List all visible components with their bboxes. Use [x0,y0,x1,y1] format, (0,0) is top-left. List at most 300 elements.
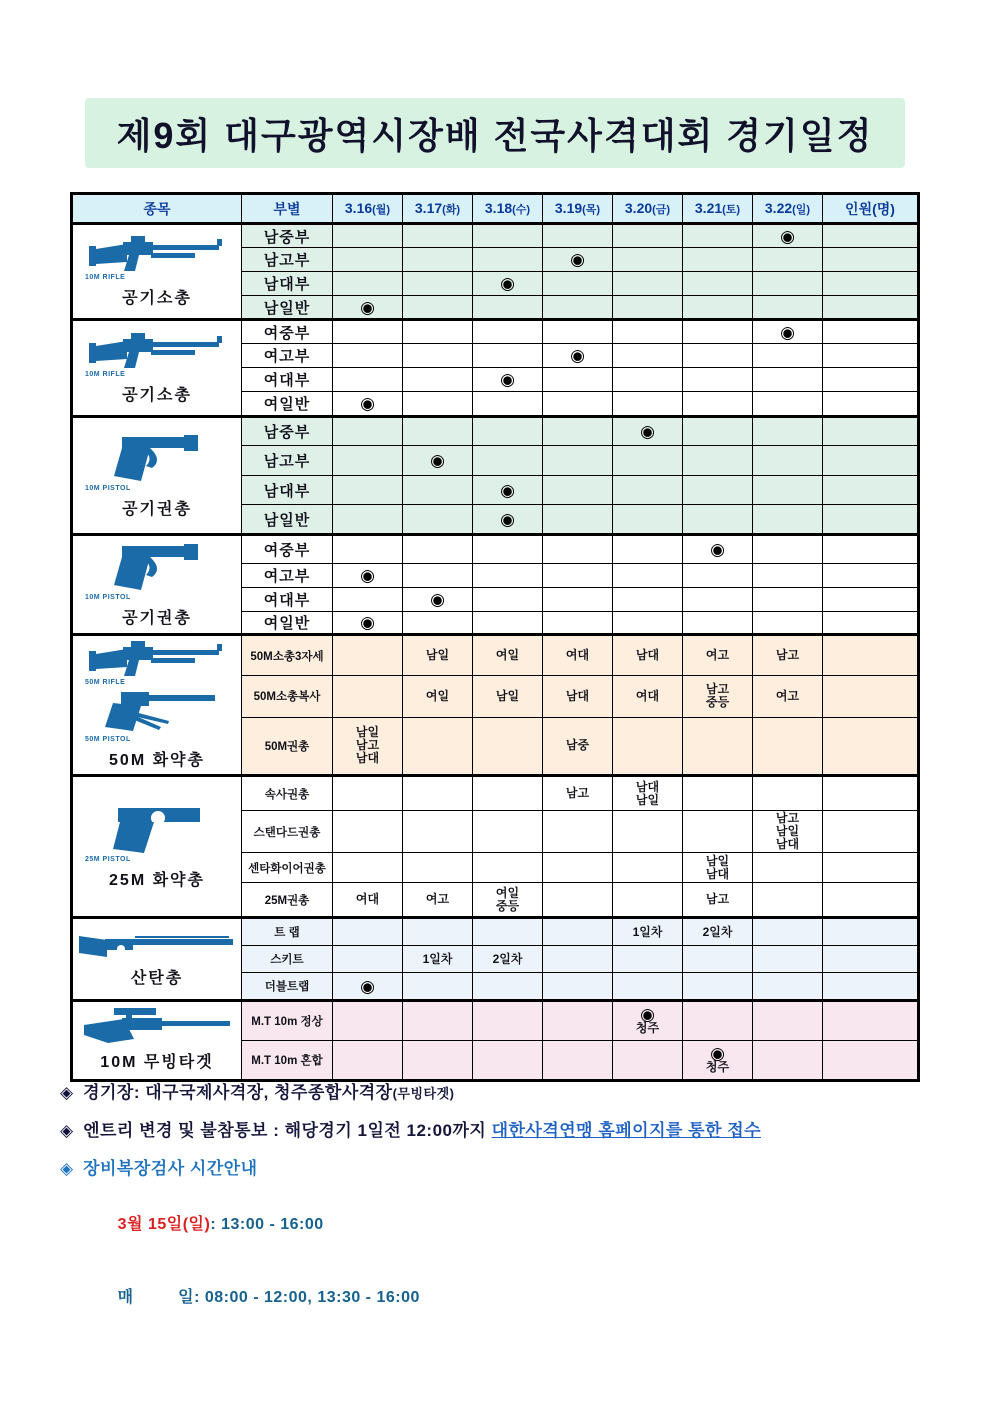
headcount-cell [823,248,919,272]
schedule-cell [333,446,403,476]
division-label: 여고부 [242,344,333,368]
diamond-bullet-icon: ◈ [60,1121,74,1140]
schedule-cell [753,535,823,564]
event-dot-icon: ◉ [500,274,515,293]
schedule-cell [333,476,403,505]
division-label: 남중부 [242,417,333,446]
inspection-time: : 13:00 - 16:00 [210,1216,324,1233]
schedule-cell: 남대 [613,635,683,676]
category-cell [72,1001,242,1081]
schedule-cell [543,224,613,248]
25m-pistol-icon [110,800,205,855]
schedule-cell [613,368,683,392]
schedule-cell [403,1041,473,1081]
headcount-cell [823,612,919,635]
division-label: 50M권총 [242,717,333,775]
schedule-cell [403,853,473,883]
schedule-cell [403,446,473,476]
schedule-cell [473,535,543,564]
schedule-cell [543,272,613,296]
column-header-0: 종목 [72,194,242,224]
category-label: 공기소총 [122,290,192,307]
venue-note-small: (무빙타겟) [392,1086,455,1101]
headcount-cell [823,368,919,392]
column-header-7: 3.21(토) [683,194,753,224]
schedule-cell [683,564,753,588]
schedule-cell [403,811,473,853]
schedule-cell [403,535,473,564]
schedule-cell [543,811,613,853]
schedule-cell [403,918,473,946]
table-row [72,918,919,946]
gun-caption: 10M RIFLE [85,274,126,281]
division-label: 남일반 [242,296,333,320]
entry-text: 엔트리 변경 및 불참통보 : 해당경기 1일전 12:00까지 [83,1121,492,1140]
schedule-cell [473,344,543,368]
division-label: 여대부 [242,588,333,612]
table-row [72,320,919,344]
schedule-cell [683,392,753,417]
schedule-cell [683,973,753,1001]
schedule-cell: 1일차 [613,918,683,946]
headcount-cell [823,320,919,344]
column-header-6: 3.20(금) [613,194,683,224]
schedule-cell [683,248,753,272]
headcount-cell [823,883,919,918]
schedule-cell [613,272,683,296]
schedule-cell [683,588,753,612]
schedule-cell [613,248,683,272]
division-label: 여일반 [242,392,333,417]
schedule-cell [403,320,473,344]
schedule-cell [613,588,683,612]
schedule-cell: 남대 남일 [613,776,683,811]
schedule-cell [543,476,613,505]
schedule-cell [613,320,683,344]
division-label: 여일반 [242,612,333,635]
schedule-cell: 남일 [473,676,543,717]
schedule-cell [543,588,613,612]
headcount-cell [823,535,919,564]
schedule-cell [753,446,823,476]
inspection-date: 3월 15일(일) [117,1216,211,1233]
daily-inspection-time: 매 일: 08:00 - 12:00, 13:30 - 16:00 [117,1289,420,1306]
division-label: 남대부 [242,476,333,505]
schedule-cell [683,320,753,344]
schedule-cell: 남중 [543,717,613,775]
schedule-cell [543,946,613,973]
schedule-cell [403,973,473,1001]
schedule-cell [753,564,823,588]
division-label: 트 랩 [242,918,333,946]
schedule-cell [683,272,753,296]
schedule-table [70,192,920,1082]
schedule-cell [753,853,823,883]
schedule-cell [683,505,753,535]
event-dot-icon: ◉ [430,590,445,609]
schedule-cell [683,535,753,564]
event-dot-icon: ◉ [430,451,445,470]
headcount-cell [823,505,919,535]
division-label: 남고부 [242,248,333,272]
schedule-cell [613,946,683,973]
schedule-cell [403,717,473,775]
schedule-cell [333,588,403,612]
schedule-cell [613,1041,683,1081]
headcount-cell [823,296,919,320]
event-dot-icon: ◉ [500,370,515,389]
schedule-cell [403,612,473,635]
schedule-cell [543,296,613,320]
gun-caption: 10M PISTOL [85,593,131,601]
column-header-5: 3.19(목) [543,194,613,224]
schedule-cell [613,883,683,918]
schedule-cell [543,248,613,272]
category-label: 공기권총 [122,500,192,518]
schedule-cell [543,505,613,535]
schedule-cell [333,1001,403,1041]
division-label: 더블트랩 [242,973,333,1001]
schedule-cell [473,320,543,344]
schedule-cell [543,368,613,392]
schedule-cell [683,224,753,248]
schedule-cell [613,344,683,368]
schedule-cell [473,811,543,853]
schedule-cell [403,392,473,417]
schedule-cell: ◉ 청주 [683,1041,753,1081]
schedule-cell [333,612,403,635]
schedule-cell [543,883,613,918]
gun-caption: 10M PISTOL [85,484,131,492]
division-label: 남일반 [242,505,333,535]
schedule-cell: 여일 [473,635,543,676]
schedule-cell [613,535,683,564]
schedule-cell [403,505,473,535]
schedule-cell [613,612,683,635]
title-banner [85,98,905,168]
schedule-cell [683,776,753,811]
schedule-cell: 1일차 [403,946,473,973]
division-label: 스탠다드권총 [242,811,333,853]
division-label: 50M소총3자세 [242,635,333,676]
schedule-cell [403,564,473,588]
schedule-cell: 여고 [683,635,753,676]
note-venue [60,1078,940,1103]
event-dot-icon: ◉ [570,346,585,365]
schedule-cell [683,446,753,476]
schedule-cell [473,446,543,476]
schedule-cell [473,918,543,946]
diamond-bullet-icon: ◈ [60,1083,74,1102]
division-label: 여중부 [242,535,333,564]
schedule-cell [333,368,403,392]
schedule-cell [473,392,543,417]
schedule-cell: 남대 [543,676,613,717]
gun-caption: 10M RIFLE [85,370,126,378]
schedule-cell [403,248,473,272]
schedule-cell: 여대 [333,883,403,918]
division-label: 남고부 [242,446,333,476]
schedule-cell [753,1041,823,1081]
schedule-cell [543,446,613,476]
division-label: 남대부 [242,272,333,296]
event-dot-icon: ◉ [780,226,795,246]
headcount-cell [823,973,919,1001]
schedule-cell [333,417,403,446]
schedule-cell [753,946,823,973]
gun-caption: 25M PISTOL [85,855,131,863]
schedule-cell: 남고 남일 남대 [753,811,823,853]
schedule-cell [333,946,403,973]
shotgun-icon [77,927,237,961]
schedule-cell [473,853,543,883]
schedule-cell [753,883,823,918]
division-label: 여고부 [242,564,333,588]
schedule-cell [613,446,683,476]
division-label: M.T 10m 정상 [242,1001,333,1041]
table-row [72,224,919,248]
venue-text: 경기장: 대구국제사격장, 청주종합사격장 [83,1083,393,1102]
event-dot-icon: ◉ [360,613,375,632]
headcount-cell [823,476,919,505]
headcount-cell [823,417,919,446]
note-entry [60,1116,940,1141]
event-dot-icon: ◉ [360,297,375,317]
schedule-cell [543,612,613,635]
schedule-cell: 남고 [683,883,753,918]
schedule-cell: ◉ 청주 [613,1001,683,1041]
schedule-cell [473,272,543,296]
schedule-cell [683,1001,753,1041]
event-dot-icon: ◉ [360,394,375,413]
headcount-cell [823,392,919,417]
schedule-cell [753,505,823,535]
schedule-cell [613,296,683,320]
schedule-cell [683,476,753,505]
air-pistol-icon [110,538,205,593]
schedule-cell [613,505,683,535]
headcount-cell [823,272,919,296]
schedule-cell [403,272,473,296]
schedule-cell: 여대 [613,676,683,717]
schedule-cell: 여대 [543,635,613,676]
air-rifle-icon [87,328,227,370]
event-dot-icon: ◉ [500,509,515,529]
table-row [72,535,919,564]
schedule-cell [333,320,403,344]
schedule-cell [403,476,473,505]
event-dot-icon: ◉ [500,480,515,500]
division-label: 25M권총 [242,883,333,918]
schedule-cell [753,1001,823,1041]
schedule-cell [333,1041,403,1081]
schedule-cell [753,776,823,811]
schedule-cell [543,392,613,417]
schedule-cell [543,918,613,946]
air-rifle-icon [87,231,227,273]
federation-homepage-link[interactable]: 대한사격연맹 홈페이지를 통한 접수 [491,1121,762,1140]
schedule-cell [543,564,613,588]
schedule-cell [333,224,403,248]
schedule-cell: 남일 남고 남대 [333,717,403,775]
moving-target-rifle-icon [82,1005,232,1045]
schedule-cell [543,1001,613,1041]
event-dot-icon: ◉ [710,1044,725,1063]
column-header-4: 3.18(수) [473,194,543,224]
division-label: 50M소총복사 [242,676,333,717]
schedule-cell [333,811,403,853]
category-cell [72,224,242,320]
schedule-cell: 여고 [753,676,823,717]
schedule-cell [333,296,403,320]
category-cell [72,635,242,776]
schedule-cell [473,564,543,588]
table-row [72,1001,919,1041]
50m-rifle-icon [87,636,227,678]
schedule-cell [753,918,823,946]
schedule-cell [613,476,683,505]
headcount-cell [823,1041,919,1081]
schedule-cell [753,272,823,296]
schedule-cell [613,811,683,853]
schedule-cell [403,417,473,446]
note-inspection [60,1154,940,1179]
schedule-cell [473,1041,543,1081]
schedule-cell [403,1001,473,1041]
schedule-cell [473,224,543,248]
category-cell [72,417,242,535]
schedule-cell [543,344,613,368]
schedule-cell: 2일차 [473,946,543,973]
schedule-cell [613,853,683,883]
headcount-cell [823,564,919,588]
division-label: 여중부 [242,320,333,344]
gun-caption: 50M RIFLE [85,679,126,686]
schedule-table-wrap [70,192,920,1082]
schedule-cell [683,296,753,320]
headcount-cell [823,224,919,248]
headcount-cell [823,635,919,676]
schedule-cell [333,392,403,417]
diamond-bullet-icon: ◈ [60,1159,74,1178]
schedule-cell [753,248,823,272]
column-header-1: 부별 [242,194,333,224]
schedule-cell [333,853,403,883]
category-label: 10M 무빙타겟 [100,1054,214,1071]
headcount-cell [823,853,919,883]
schedule-cell [403,776,473,811]
division-label: M.T 10m 혼합 [242,1041,333,1081]
headcount-cell [823,676,919,717]
schedule-cell: 남고 [753,635,823,676]
schedule-cell [543,535,613,564]
schedule-cell [543,853,613,883]
column-header-9: 인원(명) [823,194,919,224]
schedule-cell: 남고 [543,776,613,811]
schedule-cell [403,224,473,248]
schedule-cell [473,476,543,505]
inspection-schedule-1 [88,1193,940,1252]
schedule-cell [473,296,543,320]
event-dot-icon: ◉ [570,250,585,269]
category-cell [72,918,242,1001]
schedule-cell [473,1001,543,1041]
schedule-cell [473,505,543,535]
headcount-cell [823,1001,919,1041]
schedule-cell [613,392,683,417]
schedule-cell [753,417,823,446]
category-label: 산탄총 [130,969,184,987]
schedule-cell [683,946,753,973]
schedule-cell [473,973,543,1001]
schedule-cell [473,248,543,272]
headcount-cell [823,946,919,973]
schedule-cell [473,368,543,392]
schedule-cell [333,676,403,717]
schedule-cell [613,973,683,1001]
schedule-cell [403,344,473,368]
schedule-cell [333,344,403,368]
event-dot-icon: ◉ [360,566,375,585]
event-dot-icon: ◉ [640,422,655,441]
schedule-cell [753,344,823,368]
category-cell [72,776,242,918]
schedule-cell [753,296,823,320]
category-cell [72,535,242,635]
schedule-cell [753,320,823,344]
footer-notes [60,1078,940,1325]
schedule-cell [753,392,823,417]
schedule-cell [613,417,683,446]
schedule-cell [543,1041,613,1081]
headcount-cell [823,588,919,612]
schedule-cell [753,973,823,1001]
schedule-cell [333,248,403,272]
schedule-cell [613,224,683,248]
50m-pistol-icon [95,687,220,735]
schedule-cell: 2일차 [683,918,753,946]
division-label: 스키트 [242,946,333,973]
division-label: 여대부 [242,368,333,392]
schedule-cell [333,505,403,535]
schedule-cell [473,776,543,811]
table-row [72,635,919,676]
headcount-cell [823,918,919,946]
schedule-cell [543,417,613,446]
inspection-schedule-2 [88,1266,940,1325]
division-label: 속사권총 [242,776,333,811]
schedule-cell [753,476,823,505]
schedule-cell [613,717,683,775]
page-title: 제9회 대구광역시장배 전국사격대회 경기일정 [116,114,874,156]
schedule-cell [683,344,753,368]
event-dot-icon: ◉ [360,976,375,996]
event-dot-icon: ◉ [780,322,795,342]
schedule-cell [333,918,403,946]
schedule-cell [403,368,473,392]
schedule-cell [333,635,403,676]
gun-caption: 50M PISTOL [85,736,131,743]
air-pistol-icon [110,429,205,484]
schedule-cell [333,272,403,296]
schedule-cell [473,612,543,635]
schedule-cell: 여일 [403,676,473,717]
schedule-cell [473,417,543,446]
category-label: 공기소총 [122,386,192,404]
category-label: 25M 화약총 [109,871,205,889]
column-header-8: 3.22(일) [753,194,823,224]
schedule-cell [403,296,473,320]
